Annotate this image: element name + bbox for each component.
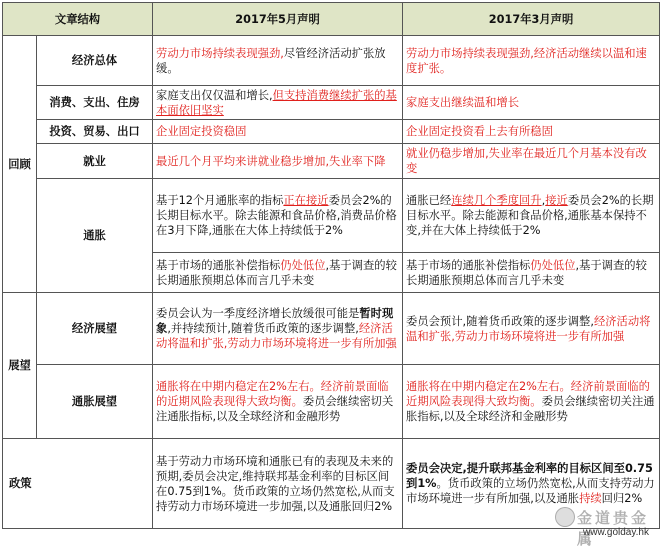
mar-consumption: 家庭支出继续温和增长	[403, 86, 660, 120]
row-employment	[3, 144, 660, 179]
label-inflation: 通胀	[37, 179, 153, 293]
mar-expectations: 基于市场的通胀补偿指标仍处低位,基于调查的较长期通胀预期总体而言几乎未变	[403, 253, 660, 293]
may-inflation: 基于12个月通胀率的指标正在接近委员会2%的长期目标水平。除去能源和食品价格,消费品价格在3月下降,通胀在大体上持续低于2%	[153, 179, 403, 253]
mar-inflation: 通胀已经连续几个季度回升,接近委员会2%的长期目标水平。除去能源和食品价格,通胀基本保持不变,并在大体上持续低于2%	[403, 179, 660, 253]
row-inflation	[3, 179, 660, 253]
label-employment: 就业	[37, 144, 153, 179]
label-infl-outlook: 通胀展望	[37, 365, 153, 439]
section-policy: 政策	[3, 439, 153, 529]
header-row	[3, 3, 660, 36]
label-economy: 经济总体	[37, 36, 153, 86]
mar-econ-outlook: 委员会预计,随着货币政策的逐步调整,经济活动将温和扩张,劳动力市场环境将进一步有所加强	[403, 293, 660, 365]
label-econ-outlook: 经济展望	[37, 293, 153, 365]
label-investment: 投资、贸易、出口	[37, 120, 153, 144]
may-employment: 最近几个月平均来讲就业稳步增加,失业率下降	[153, 144, 403, 179]
comparison-table	[2, 2, 660, 529]
logo-seal-icon	[555, 507, 575, 527]
mar-investment: 企业固定投资看上去有所稳固	[403, 120, 660, 144]
watermark-text: 金道贵金属	[577, 509, 650, 548]
watermark-logo	[555, 505, 659, 548]
mar-employment: 就业仍稳步增加,失业率在最近几个月基本没有改变	[403, 144, 660, 179]
header-structure: 文章结构	[3, 3, 153, 36]
may-economy: 劳动力市场持续表现强劲,尽管经济活动扩张放缓。	[153, 36, 403, 86]
header-march: 2017年3月声明	[403, 3, 660, 36]
section-outlook: 展望	[3, 293, 37, 439]
may-investment: 企业固定投资稳固	[153, 120, 403, 144]
mar-policy: 委员会决定,提升联邦基金利率的目标区间至0.75到1%。货币政策的立场仍然宽松,从而支持劳动力市场环境进一步有所加强,以及通胀持续回归2%	[403, 439, 660, 529]
mar-economy: 劳动力市场持续表现强劲,经济活动继续以温和速度扩张。	[403, 36, 660, 86]
mar-infl-outlook: 通胀将在中期内稳定在2%左右。经济前景面临的近期风险表现得大致均衡。委员会继续密切关注通胀指标,以及全球经济和金融形势	[403, 365, 660, 439]
row-economy	[3, 36, 660, 86]
section-review: 回顾	[3, 36, 37, 293]
may-policy: 基于劳动力市场环境和通胀已有的表现及未来的预期,委员会决定,维持联邦基金利率的目标区间在0.75到1%。货币政策的立场仍然宽松,从而支持劳动力市场环境进一步加强,以及通胀回归2%	[153, 439, 403, 529]
watermark-url: www.golday.hk	[583, 527, 649, 538]
row-consumption	[3, 86, 660, 120]
row-econ-outlook	[3, 293, 660, 365]
may-expectations: 基于市场的通胀补偿指标仍处低位,基于调查的较长期通胀预期总体而言几乎未变	[153, 253, 403, 293]
row-investment	[3, 120, 660, 144]
row-infl-outlook	[3, 365, 660, 439]
may-econ-outlook: 委员会认为一季度经济增长放缓很可能是暂时现象,并持续预计,随着货币政策的逐步调整,经济活动将温和扩张,劳动力市场环境将进一步有所加强	[153, 293, 403, 365]
header-may: 2017年5月声明	[153, 3, 403, 36]
may-infl-outlook: 通胀将在中期内稳定在2%左右。经济前景面临的近期风险表现得大致均衡。委员会继续密切关注通胀指标,以及全球经济和金融形势	[153, 365, 403, 439]
label-consumption: 消费、支出、住房	[37, 86, 153, 120]
may-consumption: 家庭支出仅仅温和增长,但支持消费继续扩张的基本面依旧坚实	[153, 86, 403, 120]
